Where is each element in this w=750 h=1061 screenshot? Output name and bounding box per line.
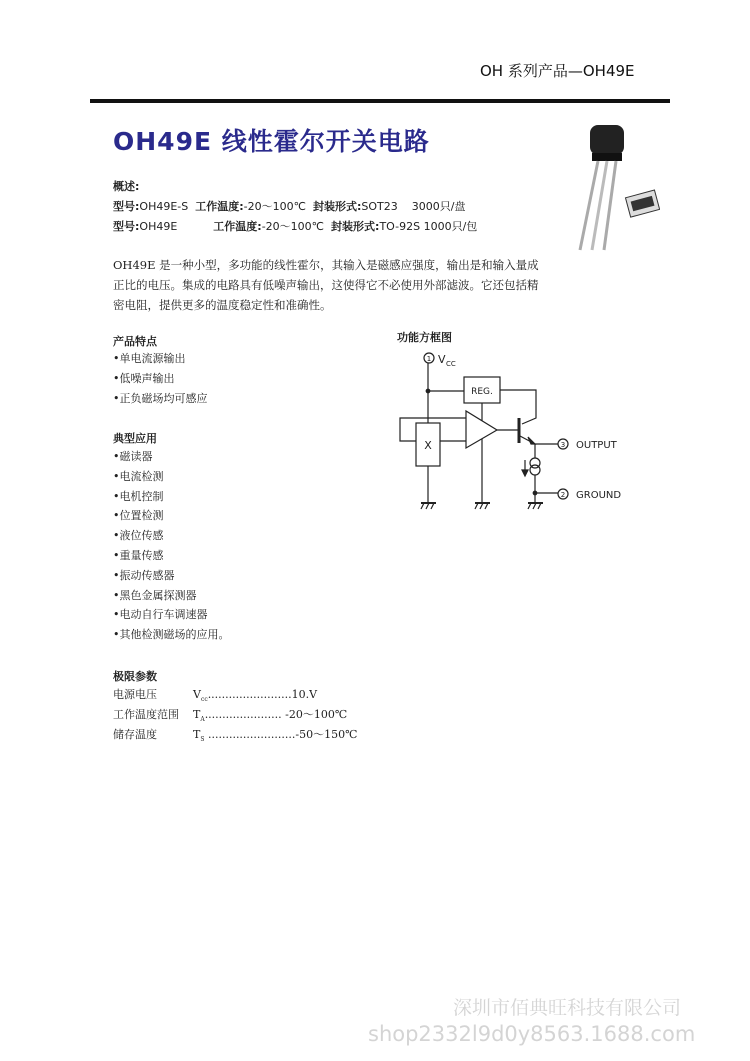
list-item: •黑色金属探测器	[113, 588, 197, 602]
list-item: •其他检测磁场的应用。	[113, 628, 230, 642]
svg-text:OUTPUT: OUTPUT	[576, 440, 617, 451]
list-item: •电流检测	[113, 469, 164, 483]
list-item: •重量传感	[113, 548, 164, 562]
features-heading: 产品特点	[113, 335, 157, 348]
ground-icon	[528, 503, 543, 509]
overview-heading: 概述:	[113, 180, 140, 193]
page-title: OH49E 线性霍尔开关电路	[113, 127, 430, 156]
model-row-2: 型号:OH49E 工作温度:-20～100℃ 封装形式:TO-92S 1000只/包	[113, 220, 478, 233]
list-item: •位置检测	[113, 509, 164, 523]
watermark-shop: shop2332l9d0y8563.1688.com	[368, 1022, 696, 1046]
list-item: •磁读器	[113, 450, 153, 463]
diagram-heading: 功能方框图	[397, 331, 452, 344]
list-item: •单电流源输出	[113, 352, 186, 365]
ground-icon	[475, 503, 490, 509]
description: OH49E 是一种小型，多功能的线性霍尔，其输入是磁感应强度，输出是和输入量成正比的电压。集成的电路具有低噪声输出，这使得它不必使用外部滤波。它还包括精密电阻，提供更多的温度稳定性和准确性。	[113, 258, 539, 312]
svg-text:X: X	[424, 439, 432, 452]
list-item: •低噪声输出	[113, 372, 175, 385]
svg-text:3: 3	[560, 441, 566, 449]
watermark-company: 深圳市佰典旺科技有限公司	[453, 997, 682, 1019]
svg-text:1: 1	[426, 355, 432, 363]
list-item: •液位传感	[113, 529, 164, 543]
svg-text:REG.: REG.	[471, 387, 493, 397]
limits-row: 电源电压 $V_{cc}........................10.V$	[113, 688, 318, 704]
list-item: •电动自行车调速器	[113, 608, 208, 622]
applications-heading: 典型应用	[113, 432, 157, 445]
limits-heading: 极限参数	[113, 670, 157, 683]
series-header: OH 系列产品—OH49E	[480, 62, 635, 80]
list-item: •正负磁场均可感应	[113, 392, 208, 405]
limits-row: 储存温度 $T_S$ .........................-50～150℃	[113, 728, 358, 744]
limits-row: 工作温度范围 $T_A$...................... -20～100℃	[113, 708, 348, 724]
model-row-1: 型号:OH49E-S 工作温度:-20～100℃ 封装形式:SOT23 3000只/盘	[113, 200, 466, 213]
list-item: •振动传感器	[113, 568, 175, 582]
svg-text:GROUND: GROUND	[576, 490, 622, 501]
ground-icon	[421, 503, 436, 509]
svg-text:2: 2	[560, 491, 566, 499]
list-item: •电机控制	[113, 489, 164, 503]
svg-text:V: V	[438, 353, 446, 366]
svg-text:CC: CC	[446, 360, 456, 368]
